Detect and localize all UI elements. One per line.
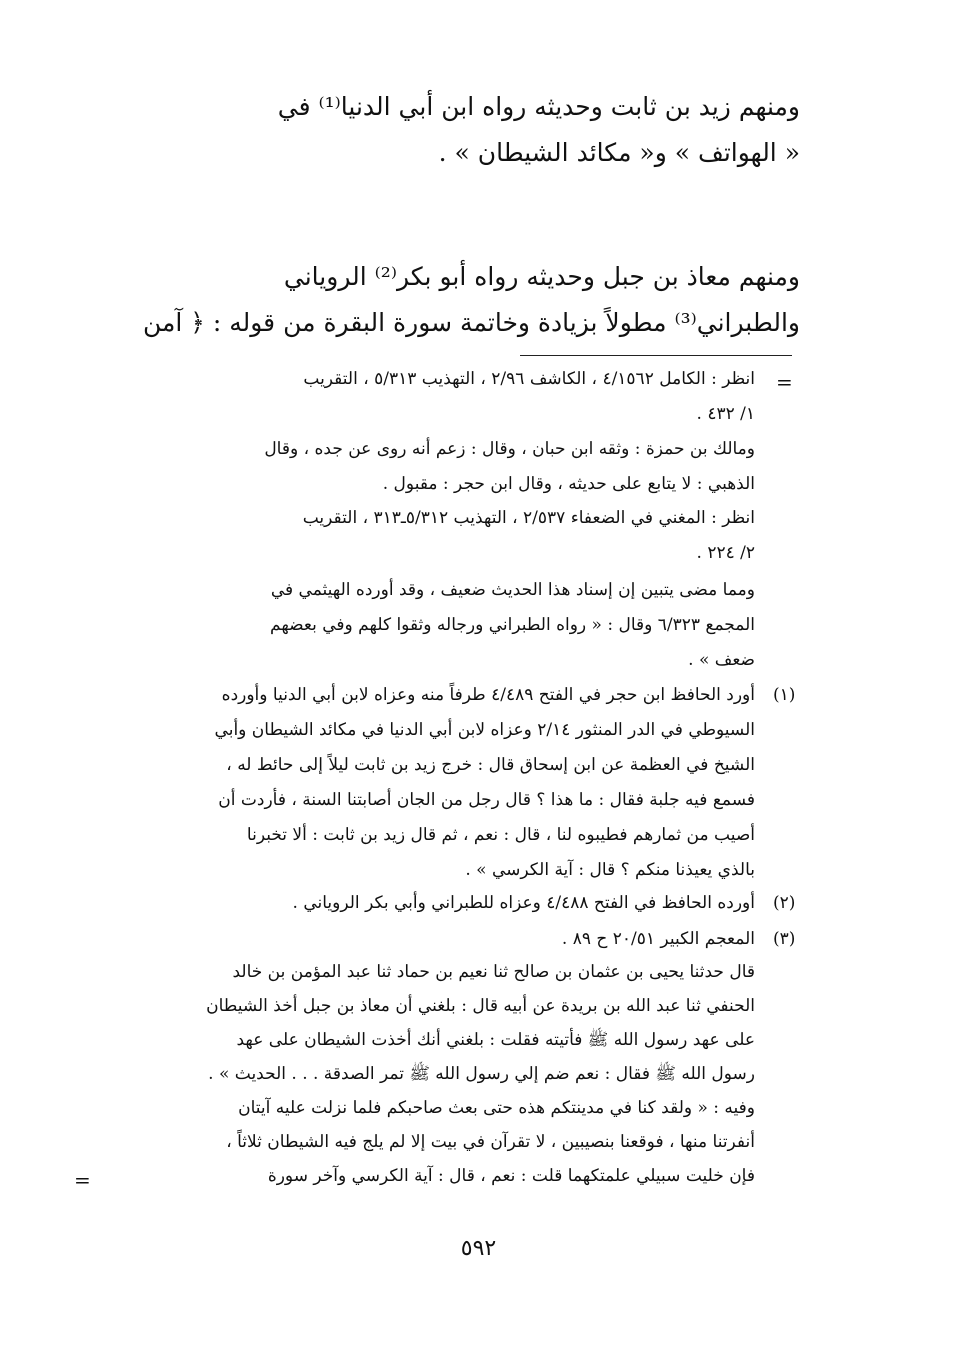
footnote-line: فسمع فيه جلبة فقال : ما هذا ؟ قال رجل من الجان أصابتنا السنة ، فأردت أن [218, 790, 755, 810]
footnote-line: قال حدثنا يحيى بن عثمان بن صالح ثنا نعيم بن حماد ثنا عبد المؤمن بن خالد [232, 962, 755, 982]
footnote-line: الشيخ في العظمة عن ابن إسحاق قال : خرج زيد بن ثابت ليلاً إلى حائط له ، [226, 755, 755, 775]
text-line: والطبراني⁽³⁾ مطولاً بزيادة وخاتمة سورة البقرة من قوله : ﴿ آمن [142, 308, 800, 337]
footnote-number-2: (٢) [773, 893, 796, 913]
footnote-line: أنفرتنا منها ، فوقعنا بنصيبين ، لا تقرآن في بيت إلا لم يلج فيه الشيطان ثلاثاً ، [226, 1132, 755, 1152]
text-line: ومنهم زيد بن ثابت وحديثه رواه ابن أبي الدنيا⁽¹⁾ في [277, 92, 800, 121]
footnote-line: ضعف » . [688, 650, 755, 670]
footnote-line: السيوطي في الدر المنثور ٢/١٤ وعزاه لابن أبي الدنيا في مكائد الشيطان وأبي [214, 720, 755, 740]
footnote-line: الذهبي : لا يتابع على حديثه ، وقال ابن حجر : مقبول . [382, 474, 755, 494]
footnote-number-1: (١) [773, 685, 796, 705]
footnote-line: انظر : الكامل ٤/١٥٦٢ ، الكاشف ٢/٩٦ ، التهذيب ٥/٣١٣ ، التقريب [303, 369, 755, 389]
text-line: ومنهم معاذ بن جبل وحديثه رواه أبو بكر⁽²⁾ الروياني [283, 262, 800, 291]
footnote-2 [100, 886, 755, 921]
footnote-line: ومما مضى يتبين إن إسناد هذا الحديث ضعيف ، وقد أورده الهيثمي في [270, 580, 755, 600]
footnote-continuation-a [100, 362, 755, 432]
footnote-line: المجمع ٦/٣٢٣ وقال : « رواه الطبراني ورجاله وثقوا كلهم وفي بعضهم [270, 615, 755, 635]
footnote-line: أورد الحافظ ابن حجر في الفتح ٤/٤٨٩ طرفاً منه وعزاه لابن أبي الدنيا وأورده [221, 685, 755, 705]
footnote-line: انظر : المغني في الضعفاء ٢/٥٣٧ ، التهذيب ٥/٣١٢ـ٣١٣ ، التقريب [302, 508, 755, 528]
text-line: « الهواتف » و« مكائد الشيطان » . [438, 138, 800, 167]
footnote-continuation-c [100, 501, 755, 571]
footnote-line: الحنفي ثنا عبد الله بن بريدة عن أبيه قال : بلغني أن معاذ بن جبل أخذ الشيطان [206, 996, 755, 1016]
footnote-line: رسول الله ﷺ فقال : نعم ضم إلي رسول الله ﷺ تمر الصدقة . . . الحديث » . [208, 1064, 755, 1084]
footnote-line: ومالك بن حمزة : وثقه ابن حبان ، وقال : زعم أنه روى عن جده ، وقال [264, 439, 755, 459]
footnote-line: بالذي يعيذنا منكم ؟ قال : آية الكرسي » . [465, 860, 755, 880]
footnote-continuation-b [100, 432, 755, 502]
footnote-line: فإن خليت سبيلي علمتكهما قلت : نعم ، قال : آية الكرسي وآخر سورة [267, 1166, 755, 1186]
footnote-continuation-d [100, 573, 755, 678]
footnote-line: ١/ ٤٣٢ . [696, 404, 755, 424]
footnote-line: وفيه : « ولقد كنا في مدينتكم هذه حتى بعث صاحبكم فلما نزلت عليه آيتان [238, 1098, 755, 1118]
footnote-1 [100, 678, 755, 888]
footnote-line: أورده الحافظ في الفتح ٤/٤٨٨ وعزاه للطبراني وأبي بكر الروياني . [292, 893, 755, 913]
footnote-3 [100, 922, 755, 957]
footnote-separator [520, 355, 792, 356]
continues-next-page-marker: = [74, 1168, 91, 1192]
footnote-line: أصيب من ثمارهم فطيبوه لنا ، قال : نعم ، ثم قال زيد بن ثابت : ألا تخبرنا [246, 825, 755, 845]
main-paragraph-zaid [100, 84, 800, 176]
footnote-line: على عهد رسول الله ﷺ فأتيته فقلت : بلغني أنك أخذت الشيطان على عهد [236, 1030, 755, 1050]
main-paragraph-muadh [100, 254, 800, 346]
footnote-3-continuation [100, 955, 755, 1193]
page-number: ٥٩٢ [460, 1236, 497, 1261]
footnote-line: ٢/ ٢٢٤ . [696, 543, 755, 563]
footnote-number-3: (٣) [773, 929, 796, 949]
footnote-line: المعجم الكبير ٢٠/٥١ ح ٨٩ . [561, 929, 755, 949]
continuation-marker: = [776, 370, 793, 394]
